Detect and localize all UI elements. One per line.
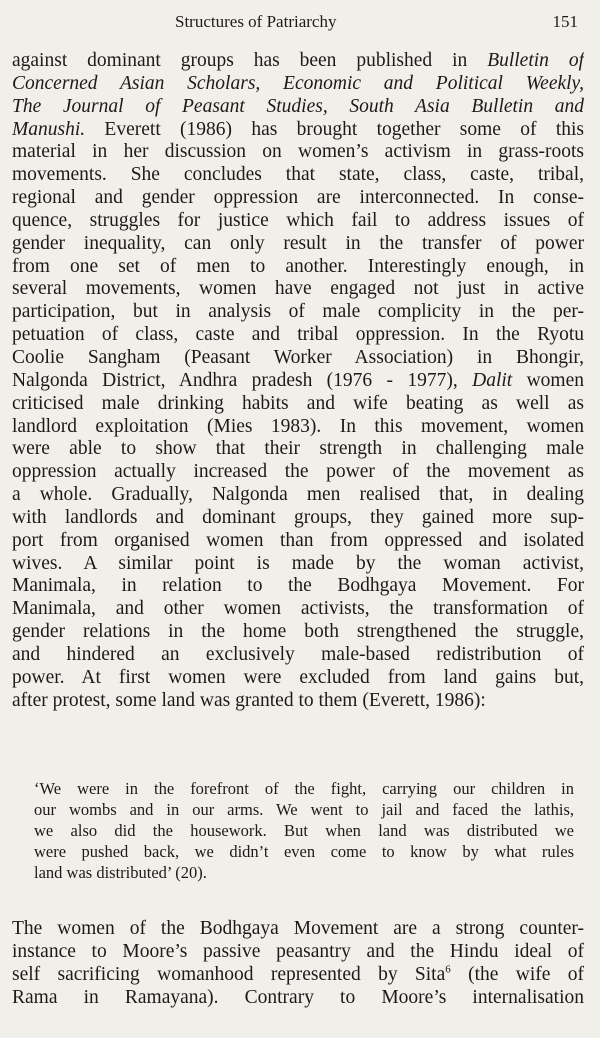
- text-run: Manushi.: [12, 118, 86, 140]
- text-run: Manimala, and other women activists, the transformation of: [12, 598, 584, 620]
- text-run: women: [512, 369, 584, 391]
- text-line: [12, 393, 584, 416]
- text-run: material in her discussion on women’s activism in grass-roots: [12, 141, 584, 163]
- text-run: with landlords and dominant groups, they gained more sup-: [12, 506, 584, 528]
- text-run: petuation of class, caste and tribal oppression. In the Ryotu: [12, 324, 584, 346]
- text-line: [12, 690, 584, 713]
- text-run: ‘We were in the forefront of the fight, carrying our children in: [34, 779, 574, 798]
- text-run: regional and gender oppression are interconnected. In conse-: [12, 187, 584, 209]
- text-run: quence, struggles for justice which fail to address issues of: [12, 209, 584, 231]
- text-run: several movements, women have engaged not just in active: [12, 278, 584, 300]
- text-line: [12, 461, 584, 484]
- text-line: [12, 119, 584, 142]
- text-run: 6: [445, 963, 451, 976]
- text-run: Concerned Asian Scholars, Economic and Political Weekly,: [12, 72, 584, 94]
- text-run: port from organised women than from oppressed and isolated: [12, 529, 584, 551]
- text-run: self sacrificing womanhood represented by Sita: [12, 963, 446, 985]
- text-run: The women of the Bodhgaya Movement are a strong counter-: [12, 918, 584, 939]
- text-run: our wombs and in our arms. We went to jail and faced the lathis,: [34, 800, 574, 819]
- text-run: The Journal of Peasant Studies, South Asia Bulletin and: [12, 95, 584, 117]
- text-line: [12, 141, 584, 164]
- block-quote: [34, 778, 574, 883]
- text-run: and hindered an exclusively male-based redistribution of: [12, 643, 584, 665]
- text-run: gender inequality, can only result in the transfer of power: [12, 232, 584, 254]
- text-line: [12, 667, 584, 690]
- text-line: [34, 820, 574, 841]
- text-line: [12, 416, 584, 439]
- text-run: Nalgonda District, Andhra pradesh (1976 - 1977),: [12, 369, 473, 391]
- text-line: [12, 73, 584, 96]
- text-run: we also did the housework. But when land was distributed we: [34, 821, 574, 840]
- text-line: [12, 575, 584, 598]
- text-run: Bulletin of: [487, 50, 584, 71]
- page-number: 151: [552, 12, 578, 31]
- text-line: [12, 324, 584, 347]
- text-line: [12, 370, 584, 393]
- text-line: [12, 964, 584, 987]
- text-line: [12, 918, 584, 941]
- text-line: [12, 278, 584, 301]
- text-run: from one set of men to another. Interestingly enough, in: [12, 255, 584, 277]
- text-line: [12, 187, 584, 210]
- text-run: wives. A similar point is made by the woman activist,: [12, 552, 584, 574]
- text-run: landlord exploitation (Mies 1983). In this movement, women: [12, 415, 584, 437]
- text-line: [12, 987, 584, 1010]
- text-run: after protest, some land was granted to them (Everett, 1986):: [12, 689, 486, 711]
- text-line: [12, 598, 584, 621]
- text-run: were able to show that their strength in challenging male: [12, 438, 584, 460]
- text-run: were pushed back, we didn’t even come to know by what rules: [34, 842, 574, 861]
- text-line: [34, 862, 574, 883]
- text-line: [12, 50, 584, 73]
- text-line: [12, 530, 584, 553]
- text-run: against dominant groups has been published in: [12, 50, 488, 71]
- running-head: [0, 12, 600, 38]
- text-line: [12, 507, 584, 530]
- text-line: [12, 256, 584, 279]
- text-run: Everett (1986) has brought together some of this: [85, 118, 584, 140]
- text-line: [34, 841, 574, 862]
- text-line: [12, 644, 584, 667]
- text-run: instance to Moore’s passive peasantry and the Hindu ideal of: [12, 940, 584, 962]
- text-line: [12, 96, 584, 119]
- paragraph-2: [12, 918, 584, 1009]
- text-run: movements. She concludes that state, class, caste, tribal,: [12, 164, 584, 186]
- running-title: Structures of Patriarchy: [175, 12, 337, 31]
- text-run: power. At first women were excluded from land gains but,: [12, 666, 584, 688]
- text-line: [12, 553, 584, 576]
- text-line: [12, 164, 584, 187]
- text-line: [34, 778, 574, 799]
- text-line: [12, 941, 584, 964]
- text-run: participation, but in analysis of male complicity in the per-: [12, 301, 584, 323]
- text-run: gender relations in the home both strengthened the struggle,: [12, 621, 584, 643]
- text-run: a whole. Gradually, Nalgonda men realised that, in dealing: [12, 484, 584, 506]
- text-line: [34, 799, 574, 820]
- text-run: (the wife of: [450, 963, 584, 985]
- text-line: [12, 233, 584, 256]
- text-run: land was distributed’ (20).: [34, 863, 207, 882]
- text-run: Dalit: [472, 369, 513, 391]
- text-line: [12, 621, 584, 644]
- text-line: [12, 347, 584, 370]
- text-run: Coolie Sangham (Peasant Worker Association) in Bhongir,: [12, 346, 584, 368]
- text-line: [12, 301, 584, 324]
- text-run: criticised male drinking habits and wife beating as well as: [12, 392, 584, 414]
- paragraph-1: [12, 50, 584, 712]
- text-run: oppression actually increased the power of the movement as: [12, 461, 584, 483]
- text-line: [12, 484, 584, 507]
- text-line: [12, 438, 584, 461]
- text-line: [12, 210, 584, 233]
- text-run: Manimala, in relation to the Bodhgaya Movement. For: [12, 575, 584, 597]
- text-run: Rama in Ramayana). Contrary to Moore’s internalisation: [12, 986, 584, 1008]
